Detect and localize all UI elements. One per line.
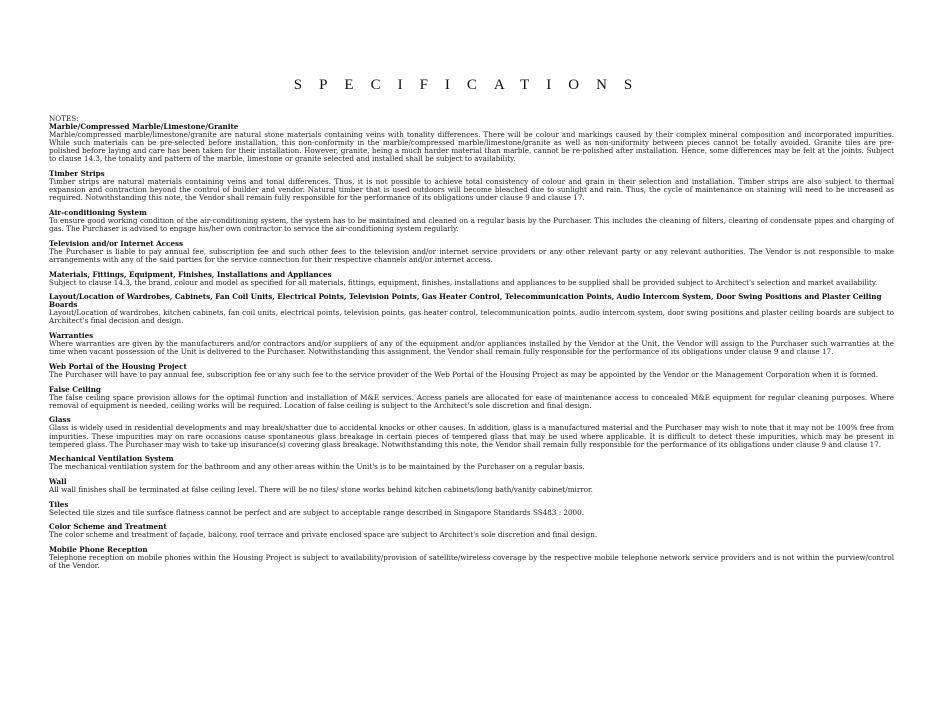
note-text: The false ceiling space provision allows for the optimal function and installation of M&E services. Access panels are allocated for ease of maintenance access to concealed M&E equipment for regular cleaning purposes. Where removal of equipment is needed, ceiling works will be required. Location of false ceiling is subject to the Architect's sole discretion and final design. xyxy=(49,392,894,410)
note-section xyxy=(49,170,894,202)
note-text: Marble/compressed marble/limestone/granite are natural stone materials containing veins with tonality differences. There will be colour and markings caused by their complex mineral composition and incorporated impurities. While such materials can be pre-selected before installation, this non-conformity in the marble/compressed marble/limestone/granite as well as non-uniformity between pieces cannot be totally avoided. Granite tiles are pre-polished before laying and care has been taken for their installation. However, granite, being a much harder material than marble, cannot be re-polished after installation. Hence, some differences may be felt at the joints. Subject to clause 14.3, the tonality and pattern of the marble, limestone or granite selected and installed shall be subject to availability. xyxy=(49,130,894,164)
note-section xyxy=(49,363,894,379)
note-text: Timber strips are natural materials containing veins and tonal differences. Thus, it is not possible to achieve total consistency of colour and grain in their selection and installation. Timber strips are also subject to thermal expansion and contraction beyond the control of builder and vendor. Natural timber that is used outdoors will become bleached due to sunlight and rain. Thus, the cycle of maintenance on staining will need to be increased as required. Notwithstanding this note, the Vendor shall remain fully responsible for the performance of its obligations under clause 9 and clause 17. xyxy=(49,177,894,203)
note-section xyxy=(49,386,894,410)
note-section xyxy=(49,546,894,570)
note-heading: Materials, Fittings, Equipment, Finishes, Installations and Appliances xyxy=(49,269,332,279)
note-section xyxy=(49,240,894,264)
note-text: The Purchaser will have to pay annual fee, subscription fee or any such fee to the service provider of the Web Portal of the Housing Project as may be appointed by the Vendor or the Management Corporation when it is formed. xyxy=(49,369,878,379)
note-text: The Purchaser is liable to pay annual fee, subscription fee and such other fees to the television and/or internet service providers or any other relevant party or any relevant authorities. The Vendor is not responsible to make arrangements with any of the said parties for the service connection for their respective channels and/or internet access. xyxy=(49,246,894,264)
note-text: Layout/Location of wardrobes, kitchen cabinets, fan coil units, electrical points, television points, gas heater control, telecommunication points, audio intercom system, door swing positions and plaster ceiling boards are subject to Architect's final decision and design. xyxy=(49,308,894,326)
note-section xyxy=(49,332,894,356)
notes-sections xyxy=(49,123,894,570)
note-text: Telephone reception on mobile phones within the Housing Project is subject to availability/provision of satellite/wireless coverage by the respective mobile telephone network service providers and is not within the purview/control of the Vendor. xyxy=(49,553,894,571)
notes-body xyxy=(49,115,894,577)
note-section xyxy=(49,501,894,517)
note-heading: Marble/Compressed Marble/Limestone/Granite xyxy=(49,122,239,132)
note-section xyxy=(49,293,894,325)
notes-label: NOTES: xyxy=(49,114,79,123)
note-heading: Warranties xyxy=(49,331,94,341)
note-section xyxy=(49,523,894,539)
note-heading: Television and/or Internet Access xyxy=(49,238,184,248)
note-text: Where warranties are given by the manufacturers and/or contractors and/or suppliers of any of the equipment and/or appliances installed by the Vendor at the Unit, the Vendor will assign to the Purchaser such warranties at the time when vacant possession of the Unit is delivered to the Purchaser. Notwithstanding this assignment, the Vendor shall remain fully responsible for the performance of its obligations under clause 9 and clause 17. xyxy=(49,339,894,357)
note-section xyxy=(49,123,894,163)
note-text: Glass is widely used in residential developments and may break/shatter due to accidental knocks or other causes. In addition, glass is a manufactured material and the Purchaser may wish to note that it may not be 100% free from impurities. These impurities may on rare occasions cause spontaneous glass breakage in certain pieces of tempered glass that may be used where applicable. It is difficult to detect these impurities, which may be present in tempered glass. The Purchaser may wish to take up insurance(s) covering glass breakage. Notwithstanding this note, the Vendor shall remain fully responsible for the performance of its obligations under clause 9 and clause 17. xyxy=(49,423,894,449)
note-text: All wall finishes shall be terminated at false ceiling level. There will be no tiles/ stone works behind kitchen cabinets/long bath/vanity cabinet/mirror. xyxy=(49,484,593,494)
note-heading: False Ceiling xyxy=(49,384,101,394)
note-heading: Layout/Location of Wardrobes, Cabinets, Fan Coil Units, Electrical Points, Television Points, Gas Heater Control, Telecommunication Points, Audio Intercom System, Door Swing Positions and Plaster Ceiling Boards xyxy=(49,292,882,310)
note-heading: Mechanical Ventilation System xyxy=(49,454,174,464)
note-section xyxy=(49,416,894,448)
note-text: The mechanical ventilation system for the bathroom and any other areas within the Unit's is to be maintained by the Purchaser on a regular basis. xyxy=(49,462,585,472)
page-title: SPECIFICATIONS xyxy=(293,77,650,93)
note-heading: Tiles xyxy=(49,499,69,509)
note-section xyxy=(49,209,894,233)
note-heading: Wall xyxy=(49,476,67,486)
note-heading: Timber Strips xyxy=(49,169,105,179)
note-heading: Mobile Phone Reception xyxy=(49,544,148,554)
note-section xyxy=(49,478,894,494)
note-text: To ensure good working condition of the air-conditioning system, the system has to be maintained and cleaned on a regular basis by the Purchaser. This includes the cleaning of filters, clearing of condensate pipes and charging of gas. The Purchaser is advised to engage his/her own contractor to service the air-conditioning system regularly. xyxy=(49,216,894,234)
note-text: Subject to clause 14.3, the brand, colour and model as specified for all materials, fittings, equipment, finishes, installations and appliances to be supplied shall be provided subject to Architect's selection and market availability. xyxy=(49,277,878,287)
note-heading: Color Scheme and Treatment xyxy=(49,522,167,532)
note-heading: Air-conditioning System xyxy=(49,207,147,217)
note-section xyxy=(49,455,894,471)
note-text: Selected tile sizes and tile surface flatness cannot be perfect and are subject to acceptable range described in Singapore Standards SS483 : 2000. xyxy=(49,507,584,517)
note-section xyxy=(49,271,894,287)
note-heading: Glass xyxy=(49,415,71,425)
note-heading: Web Portal of the Housing Project xyxy=(49,361,187,371)
note-text: The color scheme and treatment of façade, balcony, roof terrace and private enclosed space are subject to Architect's sole discretion and final design. xyxy=(49,530,598,540)
